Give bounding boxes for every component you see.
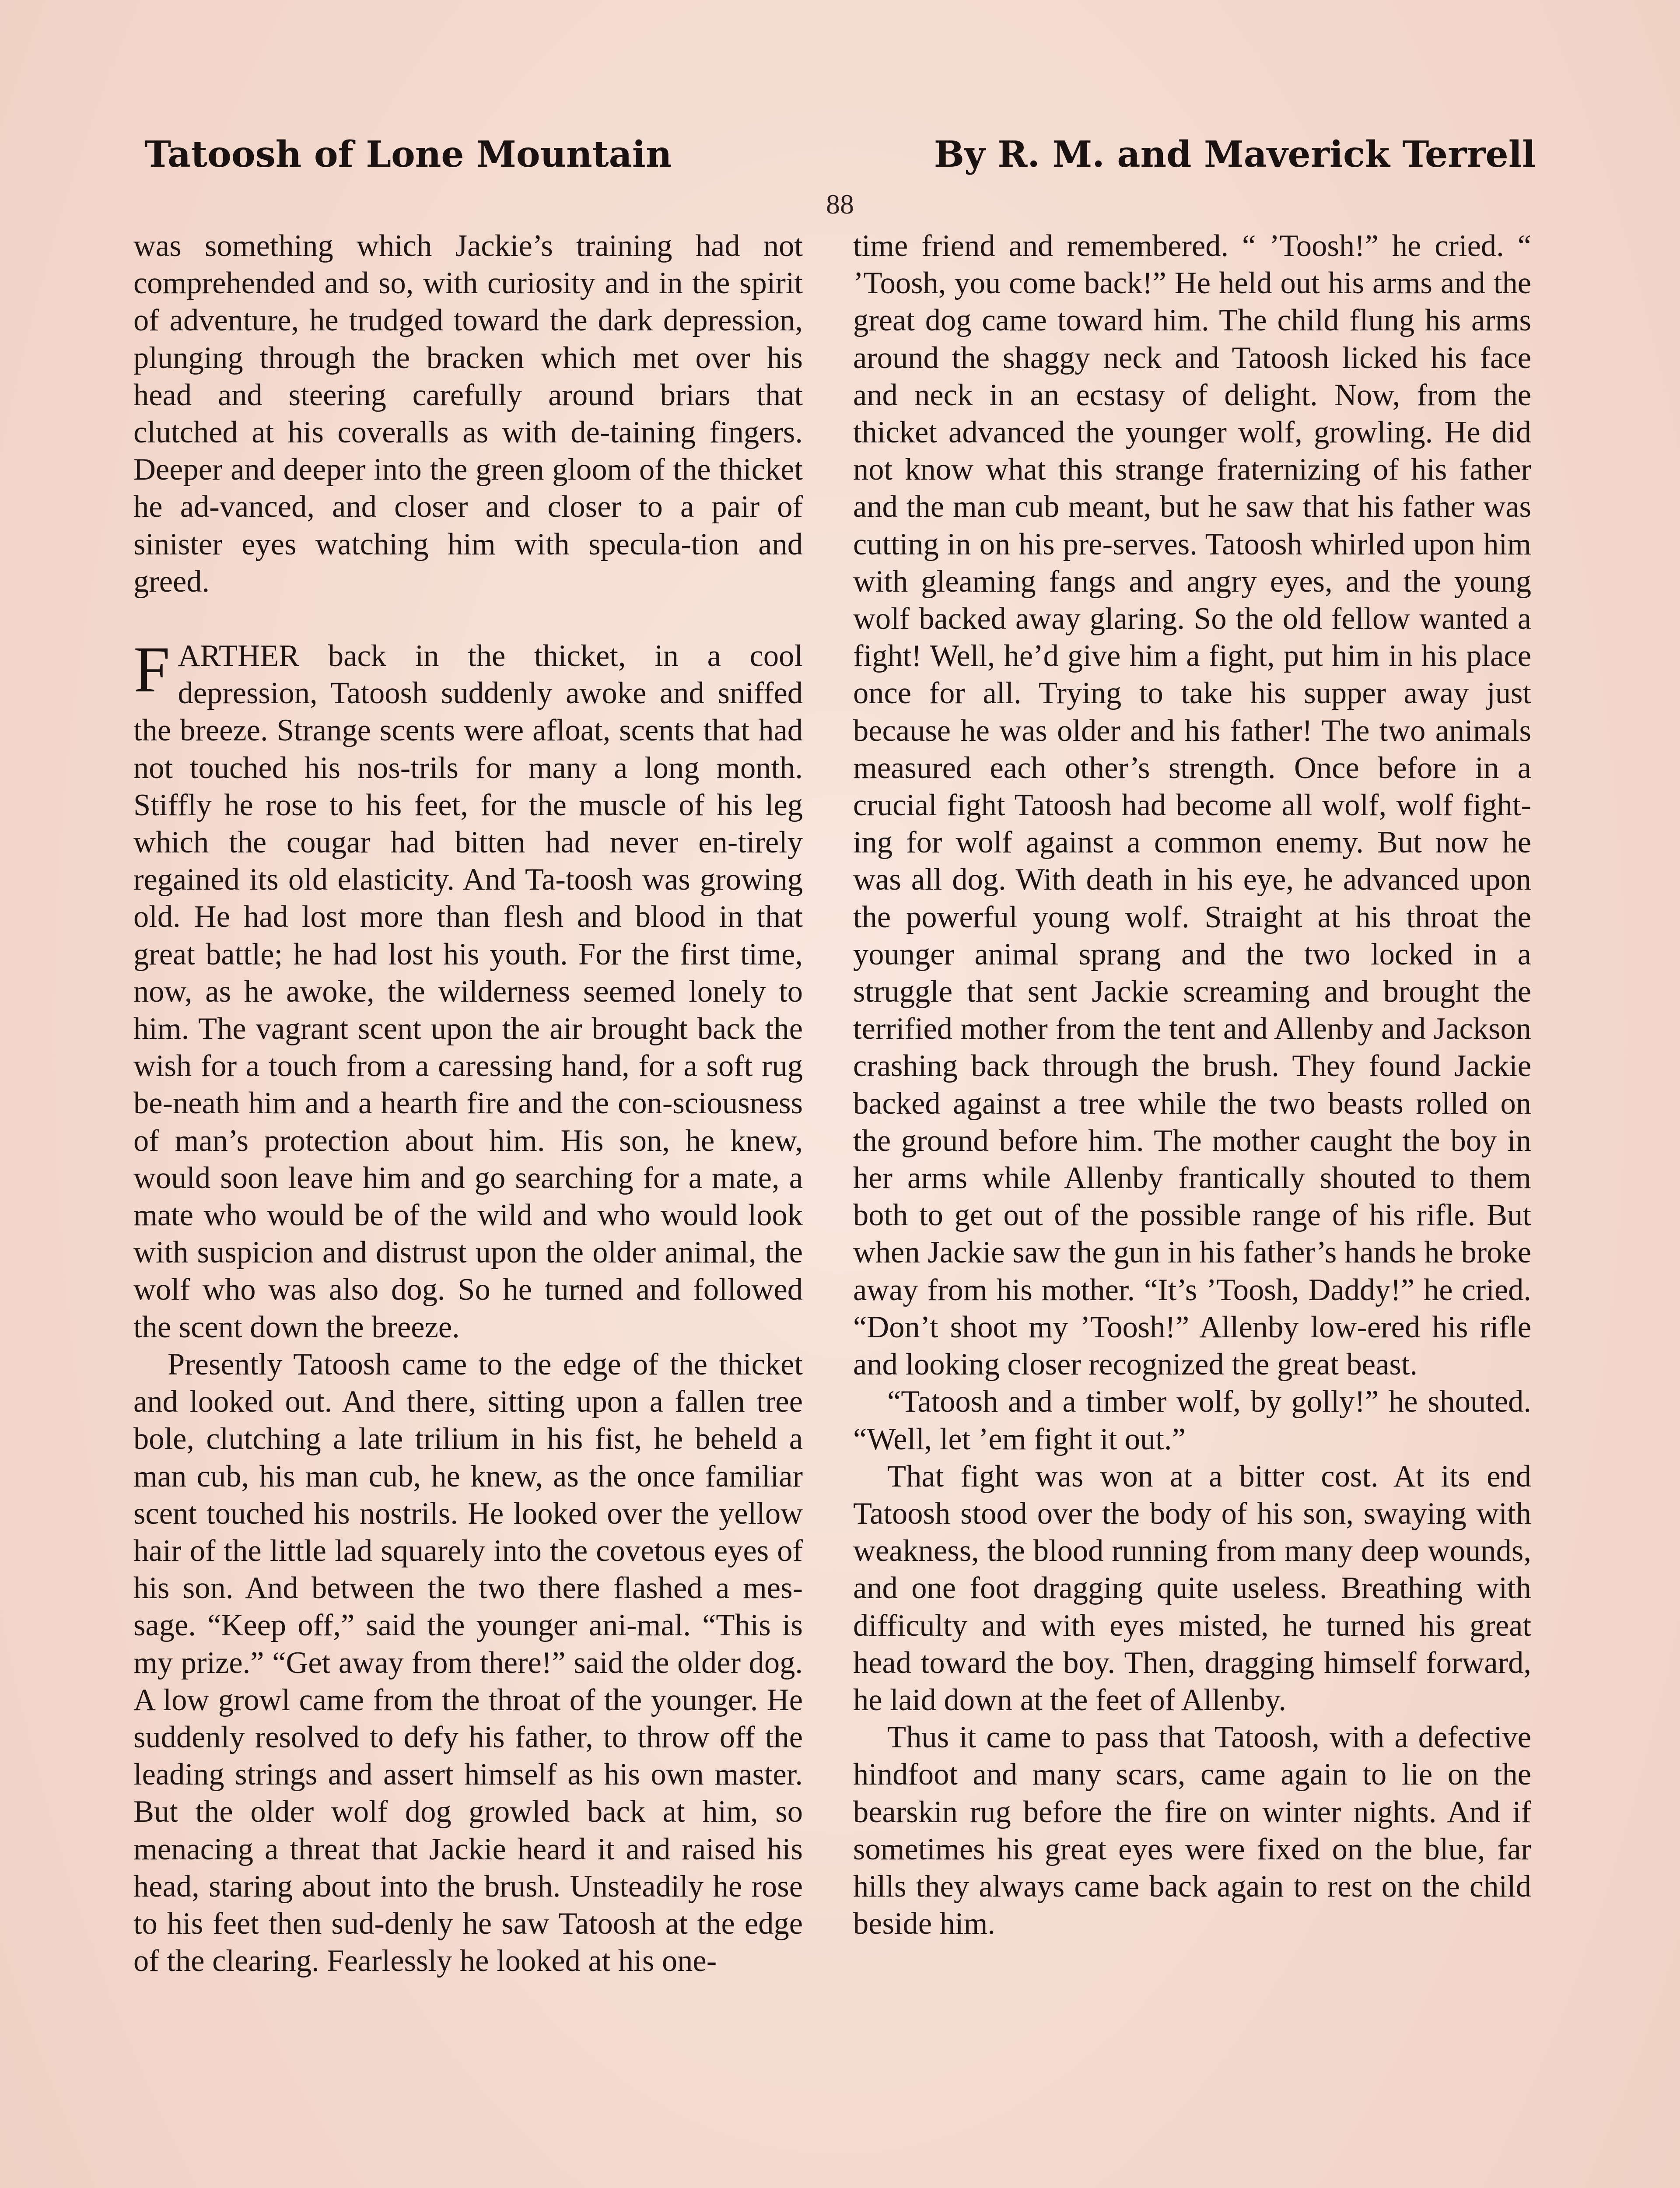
paragraph: That fight was won at a bitter cost. At its end Tatoosh stood over the body of his son, swaying with weakness, the blood running from many deep wounds, and one foot dragging quite useless. Breathing with difficulty and with eyes misted, he turned his great head toward the boy. Then, dragging himself forward, he laid down at the feet of Allenby. <box>853 1459 1531 1717</box>
story-title: Tatoosh of Lone Mountain <box>144 133 672 175</box>
paragraph-dropcap <box>133 633 803 1346</box>
paragraph: Thus it came to pass that Tatoosh, with a defective hindfoot and many scars, came again to lie on the bearskin rug before the fire on winter nights. And if sometimes his great eyes were fixed on the blue, far hills they always came back again to rest on the child beside him. <box>853 1720 1531 1941</box>
small-caps-lead: ARTHER <box>178 639 300 673</box>
left-column <box>133 228 803 1980</box>
paragraph: Presently Tatoosh came to the edge of the thicket and looked out. And there, sitting upon a fallen tree bole, clutching a late trilium in his fist, he beheld a man cub, his man cub, he knew, as the once familiar scent touched his nostrils. He looked over the yellow hair of the little lad squarely into the covetous eyes of his son. And between the two there flashed a mes-sage. “Keep off,” said the younger ani-mal. “This is my prize.” “Get away from there!” said the older dog. A low growl came from the throat of the younger. He suddenly resolved to defy his father, to throw off the leading strings and assert himself as his own master. But the older wolf dog growled back at him, so menacing a threat that Jackie heard it and raised his head, staring about into the brush. Unsteadily he rose to his feet then sud-denly he saw Tatoosh at the edge of the clearing. Fearlessly he looked at his one- <box>133 1347 803 1978</box>
running-header <box>144 133 1536 195</box>
paragraph-text: back in the thicket, in a cool depression, Tatoosh suddenly awoke and sniffed the breeze. Strange scents were afloat, scents that had not touched his nos-trils for many a long month. Stiffly he rose to his feet, for the muscle of his leg which the cougar had bitten had never en-tirely regained its old elasticity. And Ta-toosh was growing old. He had lost more than flesh and blood in that great battle; he had lost his youth. For the first time, now, as he awoke, the wilderness seemed lonely to him. The vagrant scent upon the air brought back the wish for a touch from a caressing hand, for a soft rug be-neath him and a hearth fire and the con-sciousness of man’s protection about him. His son, he knew, would soon leave him and go searching for a mate, a mate who would be of the wild and who would look with suspicion and distrust upon the older animal, the wolf who was also dog. So he turned and followed the scent down the breeze. <box>133 639 803 1344</box>
paragraph: time friend and remembered. “ ’Toosh!” he cried. “ ’Toosh, you come back!” He held out his arms and the great dog came toward him. The child flung his arms around the shaggy neck and Tatoosh licked his face and neck in an ecstasy of delight. Now, from the thicket advanced the younger wolf, growling. He did not know what this strange fraternizing of his father and the man cub meant, but he saw that his father was cutting in on his pre-serves. Tatoosh whirled upon him with gleaming fangs and angry eyes, and the young wolf backed away glaring. So the old fellow wanted a fight! Well, he’d give him a fight, put him in his place once for all. Trying to take his supper away just because he was older and his father! The two animals measured each other’s strength. Once before in a crucial fight Tatoosh had become all wolf, wolf fight-ing for wolf against a common enemy. But now he was all dog. With death in his eye, he advanced upon the powerful young wolf. Straight at his throat the younger animal sprang and the two locked in a struggle that sent Jackie screaming and brought the terrified mother from the tent and Allenby and Jackson crashing back through the brush. They found Jackie backed against a tree while the two beasts rolled on the ground before him. The mother caught the boy in her arms while Allenby frantically shouted to them both to get out of the possible range of his rifle. But when Jackie saw the gun in his father’s hands he broke away from his mother. “It’s ’Toosh, Daddy!” he cried. “Don’t shoot my ’Toosh!” Allenby low-ered his rifle and looking closer recognized the great beast. <box>853 229 1531 1382</box>
right-column <box>853 228 1531 1943</box>
drop-cap: F <box>133 633 170 706</box>
page-number: 88 <box>826 189 854 220</box>
paragraph: was something which Jackie’s training had not comprehended and so, with curiosity and in the spirit of adventure, he trudged toward the dark depression, plunging through the bracken which met over his head and steering carefully around briars that clutched at his coveralls as with de-taining fingers. Deeper and deeper into the green gloom of the thicket he ad-vanced, and closer and closer to a pair of sinister eyes watching him with specula-tion and greed. <box>133 229 803 599</box>
story-byline: By R. M. and Maverick Terrell <box>934 133 1536 175</box>
paragraph: “Tatoosh and a timber wolf, by golly!” he shouted. “Well, let ’em fight it out.” <box>853 1385 1531 1456</box>
